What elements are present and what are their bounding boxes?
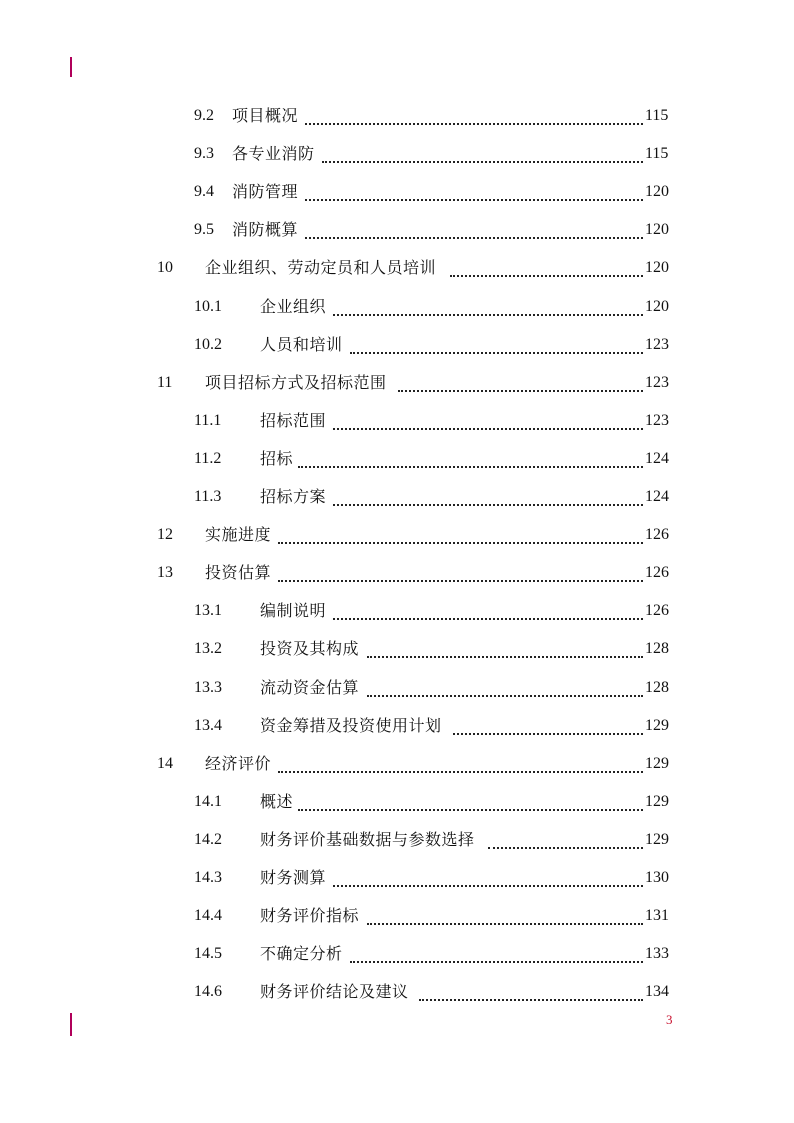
toc-entry-page: 129 xyxy=(645,792,669,810)
toc-entry[interactable] xyxy=(0,516,794,554)
toc-entry-title: 招标方案 xyxy=(260,487,327,506)
toc-entry-number: 9.4 xyxy=(194,183,214,201)
toc-entry[interactable] xyxy=(0,935,794,973)
toc-entry[interactable] xyxy=(0,173,794,211)
toc-entry-page: 128 xyxy=(645,640,669,658)
toc-leader-dots xyxy=(333,312,643,316)
toc-entry-number: 13.1 xyxy=(194,602,222,620)
toc-entry-number: 10.2 xyxy=(194,335,222,353)
toc-entry[interactable] xyxy=(0,211,794,249)
toc-leader-dots xyxy=(419,997,643,1001)
toc-entry-number: 14.4 xyxy=(194,907,222,925)
toc-entry[interactable] xyxy=(0,973,794,1011)
toc-entry-title: 投资估算 xyxy=(205,563,272,583)
toc-leader-dots xyxy=(350,350,643,354)
toc-entry-title: 实施进度 xyxy=(205,525,272,545)
toc-entry-title: 财务测算 xyxy=(260,868,327,887)
toc-leader-dots xyxy=(278,769,643,773)
toc-leader-dots xyxy=(305,235,643,239)
toc-entry[interactable] xyxy=(0,669,794,707)
toc-leader-dots xyxy=(298,807,643,811)
toc-entry-number: 14.3 xyxy=(194,869,222,886)
toc-entry-title: 企业组织 xyxy=(260,296,327,316)
toc-entry-page: 123 xyxy=(645,373,669,391)
toc-entry-number: 10 xyxy=(157,259,173,277)
toc-entry-title: 概述 xyxy=(260,791,294,811)
toc-entry[interactable] xyxy=(0,440,794,478)
toc-leader-dots xyxy=(278,540,643,544)
toc-leader-dots xyxy=(333,883,643,887)
toc-entry-title: 投资及其构成 xyxy=(260,639,360,659)
toc-entry-page: 129 xyxy=(645,830,669,848)
toc-leader-dots xyxy=(367,654,643,658)
toc-entry-number: 13.3 xyxy=(194,678,222,696)
toc-entry-page: 129 xyxy=(645,716,669,734)
page-number: 3 xyxy=(666,1012,673,1027)
toc-entry-number: 9.5 xyxy=(194,221,214,239)
toc-entry[interactable] xyxy=(0,554,794,592)
toc-entry[interactable] xyxy=(0,249,794,287)
toc-entry-page: 123 xyxy=(645,335,669,353)
toc-entry-number: 10.1 xyxy=(194,297,222,315)
toc-entry[interactable] xyxy=(0,859,794,897)
toc-entry[interactable] xyxy=(0,402,794,440)
toc-entry-number: 11.3 xyxy=(194,488,222,505)
toc-entry-page: 124 xyxy=(645,488,669,505)
toc-entry-page: 129 xyxy=(645,754,669,772)
toc-leader-dots xyxy=(333,426,643,430)
toc-entry[interactable] xyxy=(0,326,794,364)
toc-entry-page: 126 xyxy=(645,602,669,620)
toc-entry-page: 126 xyxy=(645,564,669,582)
bottom-margin-mark xyxy=(70,1013,72,1036)
toc-entry[interactable] xyxy=(0,630,794,668)
toc-entry-number: 11 xyxy=(157,373,173,391)
toc-entry[interactable] xyxy=(0,897,794,935)
toc-entry-number: 9.3 xyxy=(194,145,214,163)
toc-entry-number: 12 xyxy=(157,526,173,544)
toc-entry-title: 消防概算 xyxy=(232,220,299,240)
toc-entry-page: 124 xyxy=(645,449,669,467)
toc-entry-title: 人员和培训 xyxy=(260,334,343,354)
toc-leader-dots xyxy=(350,959,643,963)
toc-entry[interactable] xyxy=(0,707,794,745)
toc-entry-page: 120 xyxy=(645,221,669,239)
toc-entry-page: 130 xyxy=(645,869,669,886)
toc-entry-page: 133 xyxy=(645,945,669,963)
toc-entry[interactable] xyxy=(0,364,794,402)
toc-entry-number: 9.2 xyxy=(194,107,214,124)
toc-entry-title: 财务评价指标 xyxy=(260,906,360,926)
toc-entry-page: 115 xyxy=(645,145,669,163)
toc-entry-number: 14 xyxy=(157,754,173,772)
toc-entry-number: 11.2 xyxy=(194,449,222,467)
toc-entry-title: 项目概况 xyxy=(232,106,299,125)
toc-entry[interactable] xyxy=(0,783,794,821)
toc-leader-dots xyxy=(322,159,643,163)
toc-entry-title: 财务评价基础数据与参数选择 xyxy=(260,829,475,849)
toc-entry-number: 13 xyxy=(157,564,173,582)
toc-leader-dots xyxy=(333,616,643,620)
toc-entry[interactable] xyxy=(0,592,794,630)
toc-entry[interactable] xyxy=(0,97,794,135)
toc-leader-dots xyxy=(398,388,643,392)
toc-entry[interactable] xyxy=(0,745,794,783)
toc-entry-page: 126 xyxy=(645,526,669,544)
toc-entry-title: 不确定分析 xyxy=(260,944,343,964)
toc-leader-dots xyxy=(278,578,643,582)
toc-entry-title: 资金筹措及投资使用计划 xyxy=(260,715,442,735)
toc-entry-page: 120 xyxy=(645,259,669,277)
top-margin-mark xyxy=(70,57,72,77)
toc-entry-title: 财务评价结论及建议 xyxy=(260,982,409,1002)
toc-leader-dots xyxy=(367,921,643,925)
toc-entry-number: 14.1 xyxy=(194,792,222,810)
toc-entry[interactable] xyxy=(0,288,794,326)
toc-entry-number: 13.2 xyxy=(194,640,222,658)
toc-entry[interactable] xyxy=(0,478,794,516)
toc-entry-title: 编制说明 xyxy=(260,601,327,621)
toc-entry-number: 11.1 xyxy=(194,411,222,429)
toc-entry-number: 14.2 xyxy=(194,830,222,848)
toc-entry-page: 120 xyxy=(645,297,669,315)
toc-entry-title: 项目招标方式及招标范围 xyxy=(205,372,387,392)
toc-entry-page: 115 xyxy=(645,107,669,124)
toc-entry-title: 流动资金估算 xyxy=(260,677,360,697)
toc-leader-dots xyxy=(488,845,643,849)
toc-entry-title: 招标范围 xyxy=(260,410,327,430)
toc-entry-number: 14.5 xyxy=(194,945,222,963)
toc-entry[interactable] xyxy=(0,821,794,859)
toc-entry-page: 134 xyxy=(645,983,669,1001)
toc-entry-page: 120 xyxy=(645,183,669,201)
toc-leader-dots xyxy=(367,693,643,697)
toc-entry-page: 131 xyxy=(645,907,669,925)
toc-leader-dots xyxy=(305,197,643,201)
toc-leader-dots xyxy=(453,731,643,735)
toc-entry-title: 招标 xyxy=(260,448,294,468)
toc-entry-title: 消防管理 xyxy=(232,182,299,202)
toc-entry[interactable] xyxy=(0,135,794,173)
toc-entry-title: 经济评价 xyxy=(205,753,272,773)
toc-leader-dots xyxy=(298,464,643,468)
toc-entry-title: 各专业消防 xyxy=(232,144,315,164)
toc-leader-dots xyxy=(305,121,643,125)
toc-leader-dots xyxy=(333,502,643,506)
toc-entry-page: 128 xyxy=(645,678,669,696)
toc-entry-page: 123 xyxy=(645,411,669,429)
toc-entry-title: 企业组织、劳动定员和人员培训 xyxy=(205,258,437,278)
toc-entry-number: 13.4 xyxy=(194,716,222,734)
toc-entry-number: 14.6 xyxy=(194,983,222,1001)
toc-leader-dots xyxy=(450,273,643,277)
